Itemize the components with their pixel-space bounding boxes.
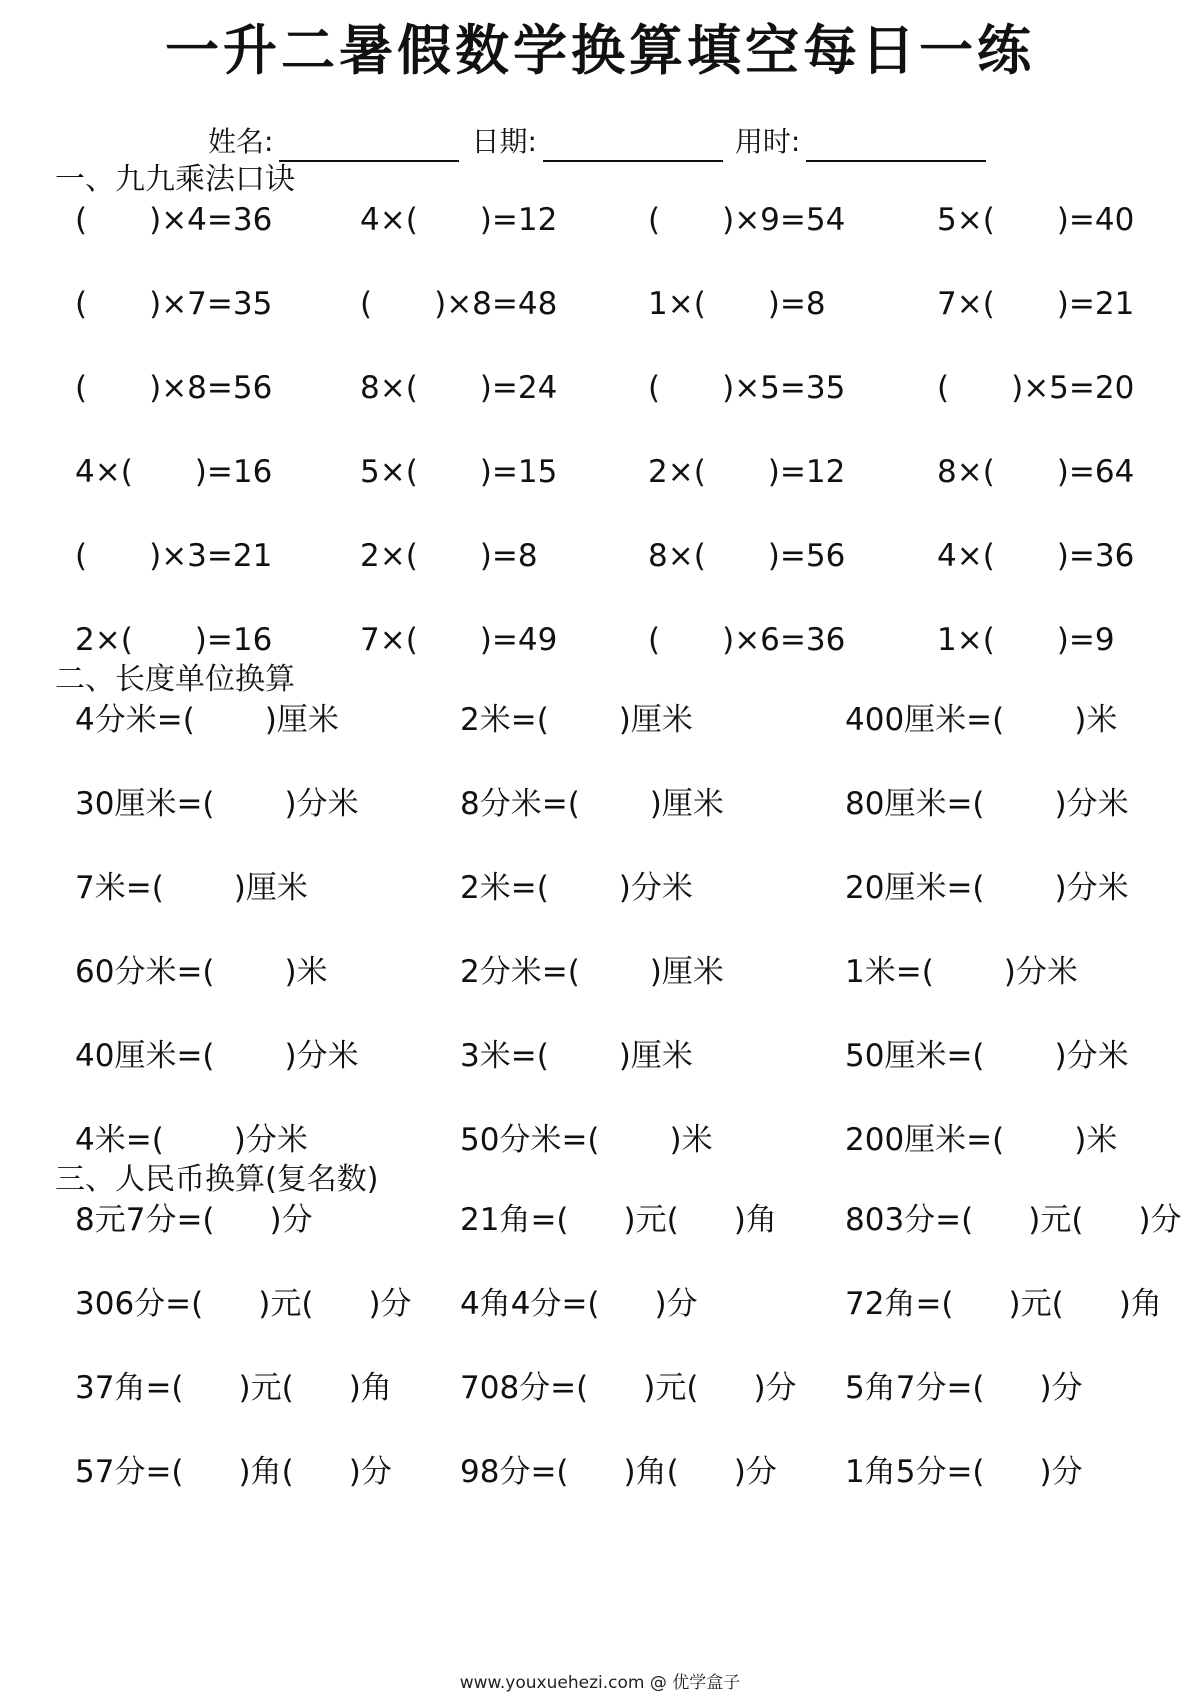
problem-text: )分 <box>368 1286 412 1322</box>
problem-item <box>75 866 308 910</box>
problem-item <box>937 450 1134 494</box>
problem-text: )=21 <box>1056 286 1135 322</box>
problem-text: 8×( <box>360 370 418 406</box>
problem-text: )分 <box>733 1454 777 1490</box>
problem-item <box>937 618 1115 662</box>
problem-text: )×7=35 <box>149 286 273 322</box>
problem-text: )角 <box>1118 1286 1162 1322</box>
problem-item <box>75 1282 412 1326</box>
problem-text: )元( <box>238 1370 294 1406</box>
problem-text: 50分米=( <box>460 1122 600 1158</box>
problem-text: 200厘米=( <box>845 1122 1005 1158</box>
problem-item <box>75 950 328 994</box>
problem-text: 4×( <box>937 538 995 574</box>
problem-item <box>460 1366 797 1410</box>
problem-item <box>360 618 557 662</box>
problem-text: 1角5分=( <box>845 1454 985 1490</box>
problem-text: 8分米=( <box>460 786 580 822</box>
problem-item <box>360 534 538 578</box>
problem-item <box>845 1034 1129 1078</box>
page-title: 一升二暑假数学换算填空每日一练 <box>165 18 1035 82</box>
problem-text: 803分=( <box>845 1202 974 1238</box>
problem-text: 2米=( <box>460 702 549 738</box>
time-blank[interactable] <box>806 130 986 162</box>
problem-text: )元( <box>623 1202 679 1238</box>
problem-row <box>0 1450 1200 1494</box>
problem-row <box>0 1366 1200 1410</box>
problem-item <box>460 950 724 994</box>
problem-text: 4分米=( <box>75 702 195 738</box>
problem-text: )角 <box>348 1370 392 1406</box>
problem-text: 57分=( <box>75 1454 184 1490</box>
problem-row <box>0 282 1200 326</box>
problem-item <box>845 1198 1182 1242</box>
problem-text: ( <box>75 370 88 406</box>
time-field <box>735 122 986 162</box>
problem-item <box>937 282 1134 326</box>
problem-text: )厘米 <box>264 702 339 738</box>
problem-text: ( <box>75 202 88 238</box>
problem-text: )分 <box>348 1454 392 1490</box>
problem-text: )厘米 <box>233 870 308 906</box>
problem-item <box>360 282 557 326</box>
problem-text: 306分=( <box>75 1286 204 1322</box>
problem-item <box>845 1366 1083 1410</box>
problem-item <box>648 618 845 662</box>
problem-text: )米 <box>1074 1122 1118 1158</box>
problem-item <box>845 1282 1162 1326</box>
problem-text: 3米=( <box>460 1038 549 1074</box>
problem-row <box>0 782 1200 826</box>
problem-text: 8×( <box>937 454 995 490</box>
problem-item <box>75 1366 392 1410</box>
problem-text: 2×( <box>75 622 133 658</box>
problem-item <box>75 450 272 494</box>
problem-text: )×9=54 <box>722 202 846 238</box>
problem-text: )分 <box>1039 1370 1083 1406</box>
problem-text: 40厘米=( <box>75 1038 215 1074</box>
problem-item <box>460 698 693 742</box>
section-title: 三、人民币换算(复名数) <box>55 1162 379 1197</box>
problem-text: ( <box>937 370 950 406</box>
problem-item <box>845 866 1129 910</box>
problem-text: )角 <box>733 1202 777 1238</box>
problem-item <box>460 782 724 826</box>
problem-text: 30厘米=( <box>75 786 215 822</box>
problem-text: )=24 <box>479 370 558 406</box>
footer-watermark: www.youxuehezi.com @ 优学盒子 <box>459 1673 741 1693</box>
problem-text: 2×( <box>360 538 418 574</box>
problem-text: 37角=( <box>75 1370 184 1406</box>
problem-text: )×8=56 <box>149 370 273 406</box>
problem-item <box>460 1034 693 1078</box>
problem-row <box>0 366 1200 410</box>
problem-text: 4×( <box>75 454 133 490</box>
problem-text: )×6=36 <box>722 622 846 658</box>
problem-text: )元( <box>1028 1202 1084 1238</box>
time-label: 用时: <box>734 125 801 158</box>
student-info <box>208 122 998 162</box>
problem-item <box>360 198 557 242</box>
problem-text: )=56 <box>767 538 846 574</box>
problem-text: 72角=( <box>845 1286 954 1322</box>
problem-item <box>937 366 1134 410</box>
name-blank[interactable] <box>279 130 459 162</box>
problem-text: )角( <box>238 1454 294 1490</box>
problem-item <box>75 366 272 410</box>
problem-text: 5×( <box>937 202 995 238</box>
problem-row <box>0 950 1200 994</box>
problem-text: )分米 <box>1054 1038 1129 1074</box>
problem-text: ( <box>648 622 661 658</box>
problem-text: 5角7分=( <box>845 1370 985 1406</box>
name-field <box>208 122 459 162</box>
problem-item <box>937 534 1134 578</box>
problem-text: )元( <box>258 1286 314 1322</box>
problem-item <box>75 198 272 242</box>
problem-row <box>0 1034 1200 1078</box>
date-blank[interactable] <box>543 130 723 162</box>
problem-text: 21角=( <box>460 1202 569 1238</box>
problem-item <box>75 1034 359 1078</box>
section-title: 二、长度单位换算 <box>55 662 295 697</box>
problem-item <box>460 1118 713 1162</box>
problem-text: ( <box>75 286 88 322</box>
problem-text: 80厘米=( <box>845 786 985 822</box>
problem-text: )厘米 <box>618 702 693 738</box>
problem-text: )分米 <box>1054 870 1129 906</box>
problem-item <box>75 1198 313 1242</box>
problem-text: )=15 <box>479 454 558 490</box>
problem-item <box>460 866 693 910</box>
problem-text: )米 <box>284 954 328 990</box>
problem-row <box>0 1282 1200 1326</box>
problem-text: )=64 <box>1056 454 1135 490</box>
date-field <box>471 122 722 162</box>
problem-text: 1×( <box>937 622 995 658</box>
problem-text: )角( <box>623 1454 679 1490</box>
problem-item <box>460 1450 777 1494</box>
problem-text: )=16 <box>194 622 273 658</box>
problem-text: )厘米 <box>649 786 724 822</box>
problem-text: 98分=( <box>460 1454 569 1490</box>
problem-item <box>75 1450 392 1494</box>
problem-item <box>845 1118 1117 1162</box>
problem-text: 7×( <box>937 286 995 322</box>
problem-text: 7×( <box>360 622 418 658</box>
problem-text: )×3=21 <box>149 538 273 574</box>
problem-text: )=49 <box>479 622 558 658</box>
problem-text: )=16 <box>194 454 273 490</box>
problem-text: 2分米=( <box>460 954 580 990</box>
problem-item <box>75 282 272 326</box>
problem-text: 7米=( <box>75 870 164 906</box>
problem-item <box>75 782 359 826</box>
problem-item <box>648 282 826 326</box>
problem-row <box>0 618 1200 662</box>
problem-item <box>460 1282 698 1326</box>
problem-text: 50厘米=( <box>845 1038 985 1074</box>
problem-row <box>0 1198 1200 1242</box>
problem-text: )×4=36 <box>149 202 273 238</box>
problem-row <box>0 534 1200 578</box>
problem-text: 4×( <box>360 202 418 238</box>
problem-text: )分米 <box>1003 954 1078 990</box>
problem-item <box>648 450 845 494</box>
problem-item <box>360 366 557 410</box>
problem-text: )分米 <box>1054 786 1129 822</box>
problem-row <box>0 1118 1200 1162</box>
problem-text: )=40 <box>1056 202 1135 238</box>
problem-text: )元( <box>1008 1286 1064 1322</box>
problem-text: )米 <box>1074 702 1118 738</box>
problem-text: )×5=35 <box>722 370 846 406</box>
problem-text: 8×( <box>648 538 706 574</box>
problem-item <box>648 366 845 410</box>
problem-text: )厘米 <box>618 1038 693 1074</box>
problem-text: )分米 <box>284 1038 359 1074</box>
problem-text: 60分米=( <box>75 954 215 990</box>
problem-text: 2×( <box>648 454 706 490</box>
problem-text: )=8 <box>479 538 538 574</box>
problem-text: ( <box>360 286 373 322</box>
section-title: 一、九九乘法口诀 <box>55 162 295 197</box>
problem-text: 5×( <box>360 454 418 490</box>
problem-item <box>648 198 845 242</box>
problem-item <box>75 698 339 742</box>
problem-row <box>0 198 1200 242</box>
problem-text: )=8 <box>767 286 826 322</box>
problem-text: )分米 <box>284 786 359 822</box>
problem-text: )分 <box>269 1202 313 1238</box>
problem-text: 8元7分=( <box>75 1202 215 1238</box>
problem-text: )米 <box>669 1122 713 1158</box>
problem-text: )分米 <box>233 1122 308 1158</box>
problem-item <box>360 450 557 494</box>
problem-item <box>75 618 272 662</box>
problem-item <box>845 1450 1083 1494</box>
problem-text: )×8=48 <box>434 286 558 322</box>
problem-text: )元( <box>643 1370 699 1406</box>
problem-text: 400厘米=( <box>845 702 1005 738</box>
problem-row <box>0 698 1200 742</box>
problem-item <box>845 698 1117 742</box>
problem-item <box>845 950 1078 994</box>
problem-item <box>460 1198 777 1242</box>
name-label: 姓名: <box>208 125 274 158</box>
problem-text: )厘米 <box>649 954 724 990</box>
problem-text: 4米=( <box>75 1122 164 1158</box>
problem-text: 2米=( <box>460 870 549 906</box>
problem-text: )×5=20 <box>1011 370 1135 406</box>
problem-text: 20厘米=( <box>845 870 985 906</box>
problem-item <box>75 1118 308 1162</box>
problem-text: )=9 <box>1056 622 1115 658</box>
problem-item <box>937 198 1134 242</box>
problem-item <box>845 782 1129 826</box>
problem-text: ( <box>648 370 661 406</box>
problem-item <box>648 534 845 578</box>
problem-text: 1×( <box>648 286 706 322</box>
problem-text: )分米 <box>618 870 693 906</box>
problem-text: 4角4分=( <box>460 1286 600 1322</box>
problem-text: ( <box>75 538 88 574</box>
problem-item <box>75 534 272 578</box>
problem-text: 708分=( <box>460 1370 589 1406</box>
problem-text: )=12 <box>767 454 846 490</box>
problem-text: )分 <box>1138 1202 1182 1238</box>
problem-text: )分 <box>1039 1454 1083 1490</box>
problem-text: )分 <box>654 1286 698 1322</box>
problem-text: )=36 <box>1056 538 1135 574</box>
problem-text: )=12 <box>479 202 558 238</box>
problem-text: ( <box>648 202 661 238</box>
problem-text: )分 <box>753 1370 797 1406</box>
date-label: 日期: <box>471 125 537 158</box>
problem-row <box>0 450 1200 494</box>
problem-text: 1米=( <box>845 954 934 990</box>
problem-row <box>0 866 1200 910</box>
